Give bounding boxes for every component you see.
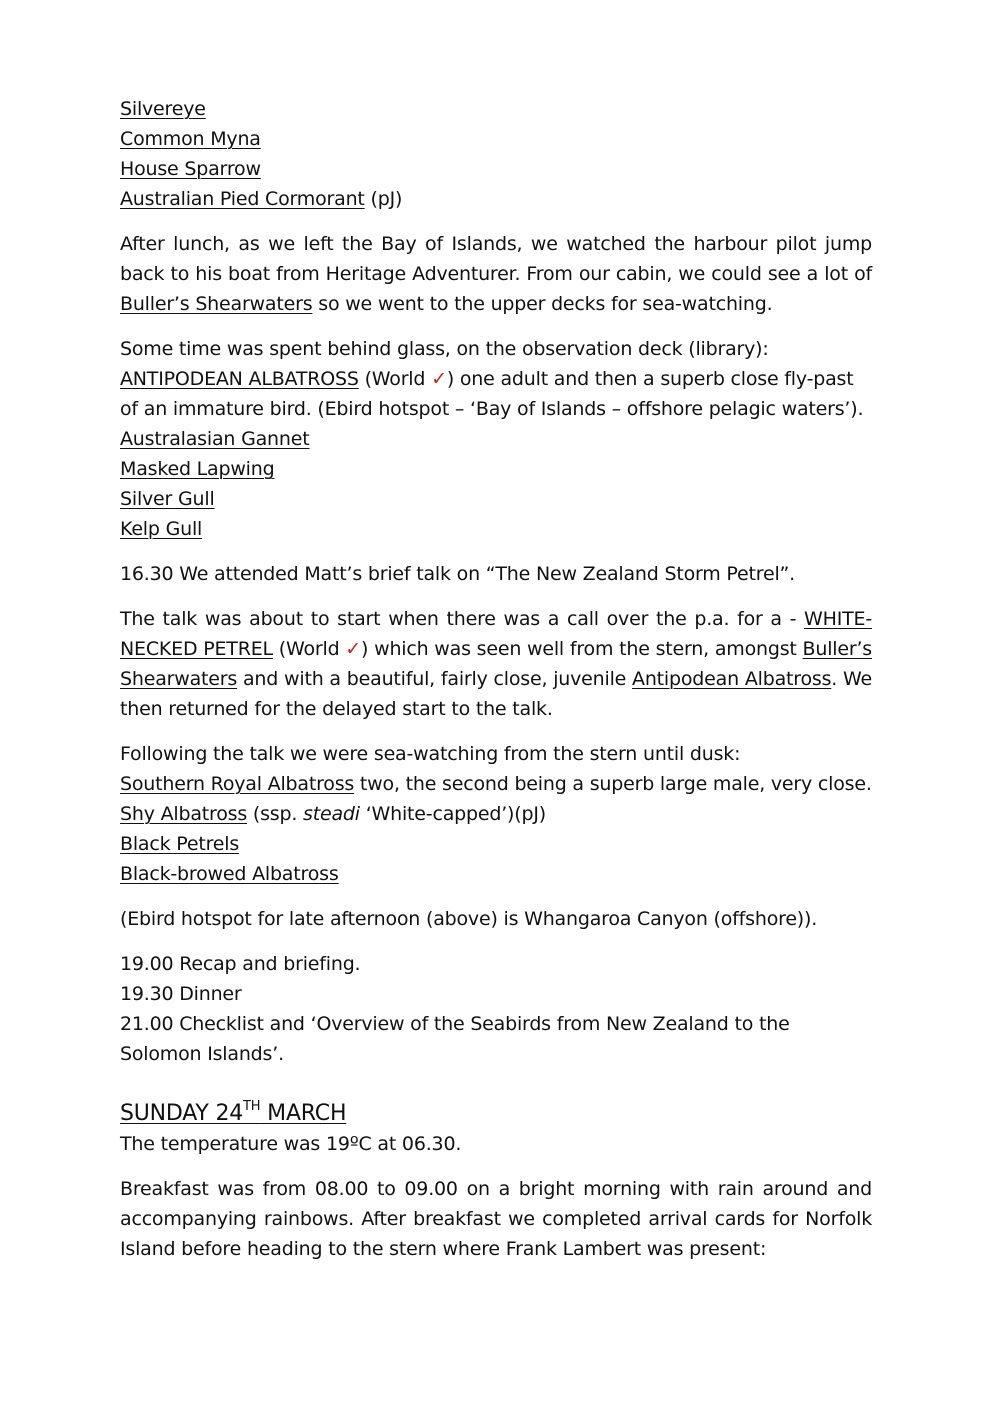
bird-masked-lapwing: Masked Lapwing bbox=[120, 458, 275, 480]
after-lunch-text-2: so we went to the upper decks for sea-watching. bbox=[312, 293, 773, 315]
shy-ssp: steadi bbox=[303, 803, 360, 825]
bird-australasian-gannet: Australasian Gannet bbox=[120, 428, 310, 450]
petrel-text-4: . We then returned for the delayed start to the talk. bbox=[120, 668, 872, 720]
dusk-section bbox=[120, 739, 872, 889]
bird-shy-albatross: Shy Albatross bbox=[120, 803, 248, 825]
bird-list-top bbox=[120, 94, 872, 214]
bird-cormorant-line bbox=[120, 184, 872, 214]
day-heading bbox=[120, 1099, 872, 1129]
temperature-paragraph: The temperature was 19ºC at 06.30. bbox=[120, 1133, 462, 1155]
cormorant-note: (pJ) bbox=[364, 188, 403, 210]
petrel-text-2: ) which was seen well from the stern, amongst bbox=[361, 638, 803, 660]
after-lunch-text-1: After lunch, as we left the Bay of Islands, we watched the harbour pilot jump back to his boat from Heritage Adventurer. From our cabin, we could see a lot of bbox=[120, 233, 872, 285]
royal-line bbox=[120, 769, 872, 799]
bird-house-sparrow: House Sparrow bbox=[120, 158, 261, 180]
bird-black-petrels: Black Petrels bbox=[120, 833, 240, 855]
heading-suffix: TH bbox=[243, 1098, 261, 1114]
heading-month: MARCH bbox=[260, 1101, 347, 1126]
check-icon: ✓ bbox=[431, 368, 447, 390]
talk-paragraph: 16.30 We attended Matt’s brief talk on “The New Zealand Storm Petrel”. bbox=[120, 563, 796, 585]
bird-bullers-shearwaters: Buller’s Shearwaters bbox=[120, 293, 313, 315]
shy-line bbox=[120, 799, 872, 829]
check-icon: ✓ bbox=[345, 638, 362, 660]
schedule-item: 19.30 Dinner bbox=[120, 983, 242, 1005]
royal-note: two, the second being a superb large male, very close. bbox=[354, 773, 872, 795]
bird-cormorant: Australian Pied Cormorant bbox=[120, 188, 365, 210]
antipodean-text: ) one adult and then a superb close fly-past of an immature bird. (Ebird hotspot – ‘Bay of Islands – offshore pelagic waters’). bbox=[120, 368, 864, 420]
bird-common-myna: Common Myna bbox=[120, 128, 261, 150]
world-label: (World bbox=[272, 638, 346, 660]
document-page bbox=[120, 94, 872, 1264]
bird-black-browed-albatross: Black-browed Albatross bbox=[120, 863, 339, 885]
world-label: (World bbox=[358, 368, 432, 390]
heading-day: SUNDAY 24 bbox=[120, 1101, 244, 1126]
petrel-text-1: The talk was about to start when there was a call over the p.a. for a - bbox=[120, 608, 805, 630]
shy-post: ‘White-capped’)(pJ) bbox=[359, 803, 546, 825]
schedule-item: 19.00 Recap and briefing. bbox=[120, 953, 361, 975]
observation-section bbox=[120, 334, 872, 544]
petrel-paragraph bbox=[120, 604, 872, 724]
shy-pre: (ssp. bbox=[247, 803, 304, 825]
schedule-item: 21.00 Checklist and ‘Overview of the Seabirds from New Zealand to the Solomon Islands’. bbox=[120, 1013, 790, 1065]
bird-silvereye: Silvereye bbox=[120, 98, 206, 120]
bird-antipodean-albatross: Antipodean Albatross bbox=[632, 668, 832, 690]
antipodean-paragraph bbox=[120, 364, 872, 424]
bird-silver-gull: Silver Gull bbox=[120, 488, 215, 510]
bird-white-necked-petrel: WHITE-NECKED PETREL bbox=[120, 608, 872, 660]
schedule bbox=[120, 949, 872, 1069]
bird-bullers-shearwaters: Buller’s Shearwaters bbox=[120, 638, 872, 690]
after-lunch-paragraph bbox=[120, 229, 872, 319]
observation-intro: Some time was spent behind glass, on the observation deck (library): bbox=[120, 338, 769, 360]
bird-kelp-gull: Kelp Gull bbox=[120, 518, 203, 540]
bird-antipodean-albatross: ANTIPODEAN ALBATROSS bbox=[120, 368, 359, 390]
breakfast-paragraph: Breakfast was from 08.00 to 09.00 on a bright morning with rain around and accompanying rainbows. After breakfast we completed arrival cards for Norfolk Island before heading to the stern where Frank Lambert was present: bbox=[120, 1178, 872, 1260]
dusk-intro: Following the talk we were sea-watching from the stern until dusk: bbox=[120, 743, 741, 765]
petrel-text-3: and with a beautiful, fairly close, juvenile bbox=[237, 668, 633, 690]
bird-southern-royal-albatross: Southern Royal Albatross bbox=[120, 773, 355, 795]
hotspot-paragraph: (Ebird hotspot for late afternoon (above) is Whangaroa Canyon (offshore)). bbox=[120, 908, 818, 930]
